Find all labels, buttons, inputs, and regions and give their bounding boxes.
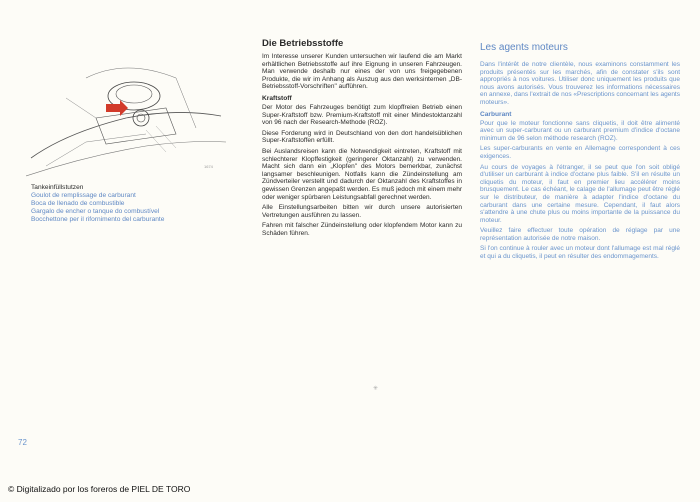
fuel-filler-illustration (26, 38, 226, 180)
caption-it: Bocchettone per il rifornimento del carburante (31, 216, 165, 224)
french-subheading: Carburant (480, 110, 512, 118)
german-intro: Im Interesse unserer Kunden untersuchen wir laufend die am Markt erhältlichen Betriebsstoffe auf ihre Eignung in unseren Fahrzeugen. Man verwende deshalb nur eines der von uns freigegebenen Produkte, die wir im Anhang als Auszug aus den werksinternen „DB-Betriebsstoff-Vorschriften" aufführen. (262, 53, 462, 91)
illustration-caption (31, 184, 231, 224)
german-paragraph-4: Alle Einstellungsarbeiten bitten wir durch unsere autorisierten Vertretungen ausführen zu lassen. (262, 204, 462, 219)
german-paragraph-2: Diese Forderung wird in Deutschland von den dort handelsüblichen Super-Kraftstoffen erfüllt. (262, 129, 462, 145)
french-column (480, 42, 680, 264)
french-paragraph-2: Les super-carburants en vente en Allemagne correspondent à ces exigences. (480, 145, 680, 160)
caption-de: Tankeinfüllstutzen (31, 184, 84, 191)
german-title: Die Betriebsstoffe (262, 38, 344, 49)
german-paragraph-1: Der Motor des Fahrzeuges benötigt zum klopffreien Betrieb einen Super-Kraftstoff bzw. Premium-Kraftstoff mit einer Mindestoktanzahl von 96 nach der Research-Methode (ROZ). (262, 103, 462, 127)
caption-pt: Gargalo de encher o tanque do combustível (31, 208, 160, 216)
caption-es: Boca de llenado de combustible (31, 200, 125, 208)
german-column (262, 38, 462, 240)
page-number: 72 (18, 438, 27, 447)
french-paragraph-3: Au cours de voyages à l'étranger, il se peut que l'on soit obligé d'utiliser un carburant à indice d'octane plus faible. S'il en résulte un cliquetis du moteur, il faut en premier lieu accélérer moins brusquement. Le cas échéant, le calage de l'allumage peut être réglé sur le distributeur, de manière à adapter l'indice d'octane du carburant dans une certaine mesure. Cependant, il faut alors s'attendre à une chute plus ou moins importante de la puissance du moteur. (480, 163, 680, 224)
french-title: Les agents moteurs (480, 42, 568, 53)
german-paragraph-5: Fahren mit falscher Zündeinstellung oder klopfendem Motor kann zu Schäden führen. (262, 222, 462, 237)
french-intro: Dans l'intérêt de notre clientèle, nous examinons constamment les produits présentés sur les marchés, afin de constater s'ils sont appropriés à nos voitures. Utiliser donc uniquement les produits que nous avons autorisés. Vous trouverez les informations nécessaires en annexe, dans l'extrait de nos «Prescriptions concernant les agents moteurs». (480, 61, 680, 106)
german-subheading: Kraftstoff (262, 94, 292, 102)
french-paragraph-5: Si l'on continue à rouler avec un moteur dont l'allumage est mal réglé et qui a du cliquetis, il peut en résulter des endommagements. (480, 245, 680, 261)
french-paragraph-4: Veuillez faire effectuer toute opération de réglage par une représentation autorisée de notre maison. (480, 227, 680, 242)
copyright-notice: © Digitalizado por los foreros de PIEL DE TORO (8, 484, 191, 494)
svg-text:1674: 1674 (204, 164, 213, 169)
caption-fr: Goulot de remplissage de carburant (31, 192, 136, 200)
center-mark: ✳ (373, 386, 379, 392)
french-paragraph-1: Pour que le moteur fonctionne sans cliquetis, il doit être alimenté avec un super-carburant ou un carburant premium d'indice d'octane minimum de 96 selon méthode research (ROZ). (480, 119, 680, 142)
german-paragraph-3: Bei Auslandsreisen kann die Notwendigkeit eintreten, Kraftstoff mit schlechterer Klopffestigkeit (geringerer Oktanzahl) zu verwenden. Macht sich dann ein „Klopfen" des Motors bemerkbar, zunächst langsamer beschleunigen. Notfalls kann die Zündeinstellung am Zündverteiler verstellt und dadurch der Oktanzahl des Kraftstoffes in gewissen Grenzen angepaßt werden. Es muß jedoch mit einem mehr oder weniger spürbaren Leistungsabfall gerechnet werden. (262, 147, 462, 201)
